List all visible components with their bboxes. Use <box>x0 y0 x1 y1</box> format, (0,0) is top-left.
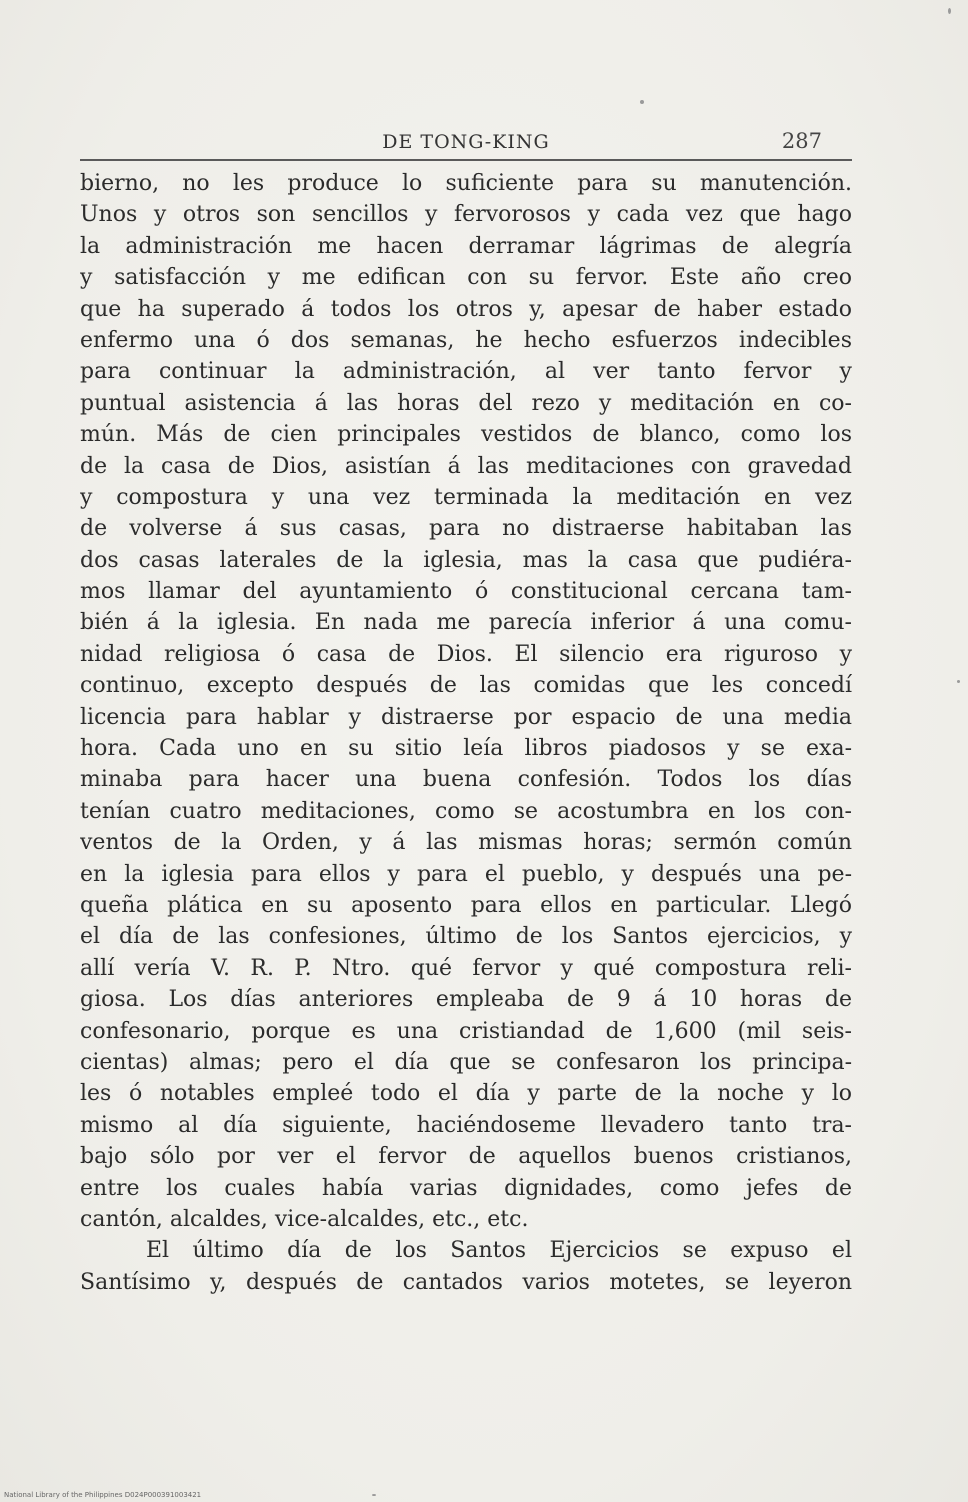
text-line: dos casas laterales de la iglesia, mas la casa que pudiéra- <box>80 547 852 573</box>
text-line: cantón, alcaldes, vice-alcaldes, etc., etc. <box>80 1206 529 1232</box>
text-line: y satisfacción y me edifican con su fervor. Este año creo <box>80 265 852 291</box>
text-line: giosa. Los días anteriores empleaba de 9 á 10 horas de <box>80 987 852 1013</box>
text-line: nidad religiosa ó casa de Dios. El silencio era riguroso y <box>80 641 852 667</box>
text-line: hora. Cada uno en su sitio leía libros piadosos y se exa- <box>80 736 852 762</box>
text-line: para continuar la administración, al ver tanto fervor y <box>80 359 852 385</box>
text-line: bién á la iglesia. En nada me parecía inferior á una comu- <box>80 610 852 636</box>
text-line: la administración me hacen derramar lágrimas de alegría <box>80 233 852 259</box>
text-line: minaba para hacer una buena confesión. Todos los días <box>80 767 852 793</box>
text-line: continuo, excepto después de las comidas que les concedí <box>80 673 852 699</box>
page-header <box>80 127 852 161</box>
text-line: mismo al día siguiente, haciéndoseme llevadero tanto tra- <box>80 1112 852 1138</box>
body-text <box>80 168 852 1298</box>
text-line: mún. Más de cien principales vestidos de blanco, como los <box>80 422 852 448</box>
text-line: queña plática en su aposento para ellos en particular. Llegó <box>80 892 852 918</box>
text-line: Santísimo y, después de cantados varios motetes, se leyeron <box>80 1269 852 1295</box>
text-line: bajo sólo por ver el fervor de aquellos buenos cristianos, <box>80 1144 852 1170</box>
text-line: mos llamar del ayuntamiento ó constitucional cercana tam- <box>80 579 852 605</box>
text-line: de la casa de Dios, asistían á las meditaciones con gravedad <box>80 453 852 479</box>
text-line: cientas) almas; pero el día que se confesaron los principa- <box>80 1049 852 1075</box>
text-line: el día de las confesiones, último de los Santos ejercicios, y <box>80 924 852 950</box>
text-line: licencia para hablar y distraerse por espacio de una media <box>80 704 852 730</box>
text-line: puntual asistencia á las horas del rezo y meditación en co- <box>80 390 852 416</box>
text-line: tenían cuatro meditaciones, como se acostumbra en los con- <box>80 798 852 824</box>
text-line: confesonario, porque es una cristiandad de 1,600 (mil seis- <box>80 1018 852 1044</box>
text-line: bierno, no les produce lo suficiente para su manutención. <box>80 171 852 196</box>
library-stamp: National Library of the Philippines D024P000391003421 <box>4 1491 202 1499</box>
text-line: Unos y otros son sencillos y fervorosos y cada vez que hago <box>80 202 852 228</box>
page-number: 287 <box>781 129 822 153</box>
text-line: les ó notables empleé todo el día y parte de la noche y lo <box>80 1081 852 1107</box>
running-title: DE TONG-KING <box>382 131 550 153</box>
text-line: entre los cuales había varias dignidades, como jefes de <box>80 1175 852 1201</box>
text-line: enfermo una ó dos semanas, he hecho esfuerzos indecibles <box>80 327 852 353</box>
text-line: en la iglesia para ellos y para el pueblo, y después una pe- <box>80 861 852 887</box>
text-line: ventos de la Orden, y á las mismas horas; sermón común <box>80 830 852 856</box>
text-line: de volverse á sus casas, para no distraerse habitaban las <box>80 516 852 542</box>
paragraph-first-line: El último día de los Santos Ejercicios se expuso el <box>146 1238 852 1264</box>
text-line: allí vería V. R. P. Ntro. qué fervor y qué compostura reli- <box>80 955 852 981</box>
text-line: que ha superado á todos los otros y, apesar de haber estado <box>80 296 852 322</box>
text-line: y compostura y una vez terminada la meditación en vez <box>80 484 852 510</box>
